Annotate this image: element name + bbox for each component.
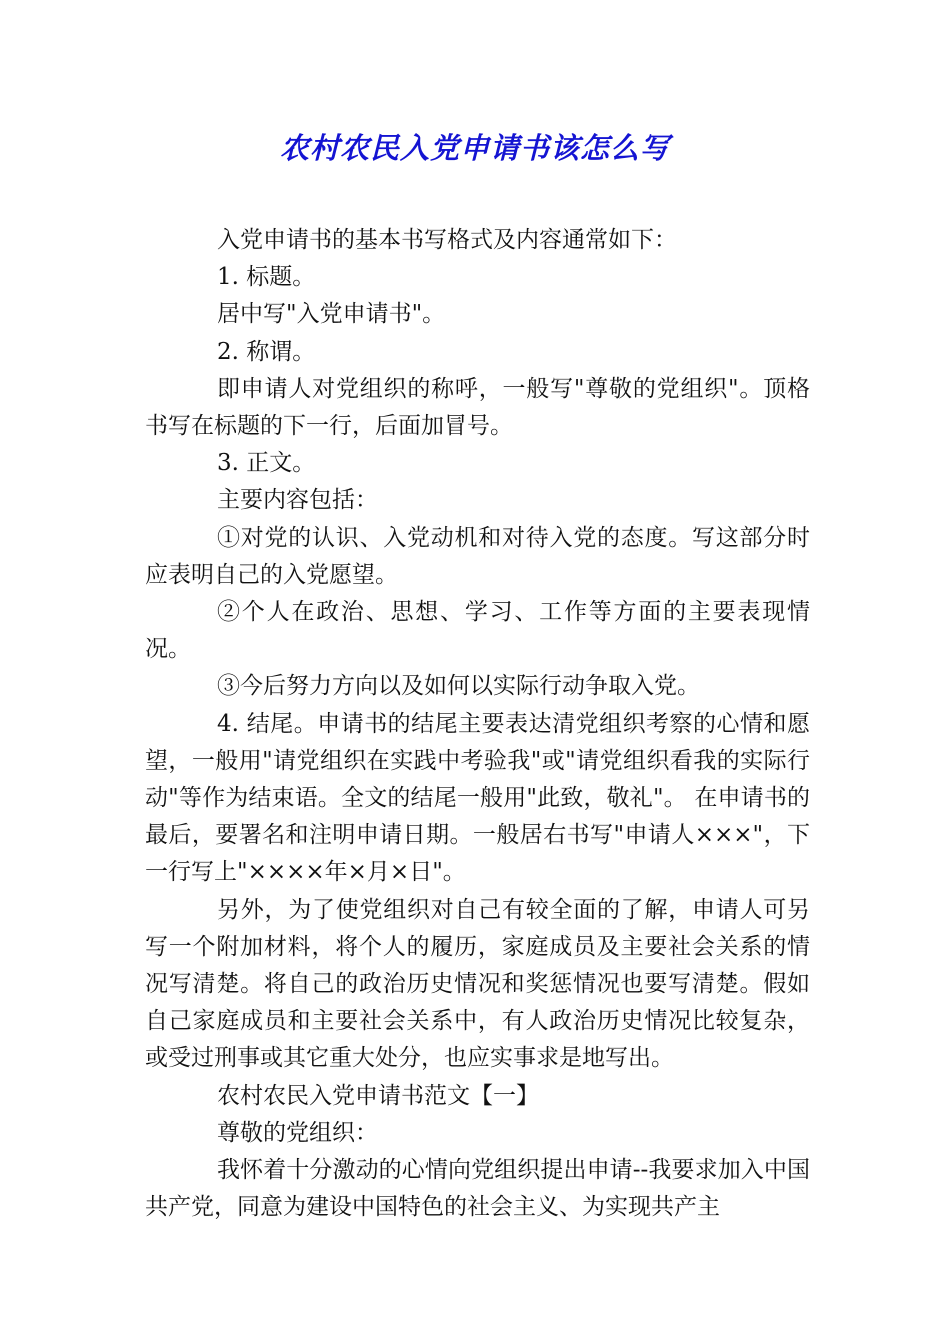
paragraph-additional-materials: 另外，为了使党组织对自己有较全面的了解，申请人可另写一个附加材料，将个人的履历，家庭成员及主要社会关系的情况写清楚。将自己的政治历史情况和奖惩情况也要写清楚。假如自己家庭成员和主要社会关系中，有人政治历史情况比较复杂，或受过刑事或其它重大处分，也应实事求是地写出。 bbox=[145, 896, 810, 1072]
document-body bbox=[145, 222, 810, 1226]
paragraph-point-2: ②个人在政治、思想、学习、工作等方面的主要表现情况。 bbox=[145, 599, 810, 663]
paragraph-intro: 入党申请书的基本书写格式及内容通常如下： bbox=[217, 227, 677, 253]
document-title: 农村农民入党申请书该怎么写 bbox=[279, 131, 670, 165]
paragraph-heading-4-ending: 4. 结尾。申请书的结尾主要表达清党组织考察的心情和愿望，一般用"请党组织在实践中考验我"或"请党组织看我的实际行动"等作为结束语。全文的结尾一般用"此致，敬礼"。 在申请书的最后，要署名和注明申请日期。一般居右书写"申请人×××"，下一行写上"××××年×月×日"。 bbox=[145, 710, 810, 886]
paragraph-point-3: ③今后努力方向以及如何以实际行动争取入党。 bbox=[217, 673, 700, 700]
paragraph-title-instruction: 居中写"入党申请书"。 bbox=[217, 301, 446, 328]
paragraph-sample-salutation: 尊敬的党组织： bbox=[217, 1119, 378, 1146]
paragraph-main-content: 主要内容包括： bbox=[217, 487, 378, 514]
paragraph-sample-heading: 农村农民入党申请书范文【一】 bbox=[217, 1082, 539, 1109]
paragraph-sample-body: 我怀着十分激动的心情向党组织提出申请--我要求加入中国共产党，同意为建设中国特色的社会主义、为实现共产主 bbox=[145, 1157, 810, 1221]
paragraph-heading-2: 2. 称谓。 bbox=[217, 338, 316, 365]
paragraph-heading-1: 1. 标题。 bbox=[217, 264, 316, 291]
paragraph-salutation-instruction: 即申请人对党组织的称呼，一般写"尊敬的党组织"。顶格书写在标题的下一行，后面加冒号。 bbox=[145, 375, 810, 440]
paragraph-point-1: ①对党的认识、入党动机和对待入党的态度。写这部分时应表明自己的入党愿望。 bbox=[145, 524, 810, 588]
paragraph-heading-3: 3. 正文。 bbox=[217, 450, 316, 477]
